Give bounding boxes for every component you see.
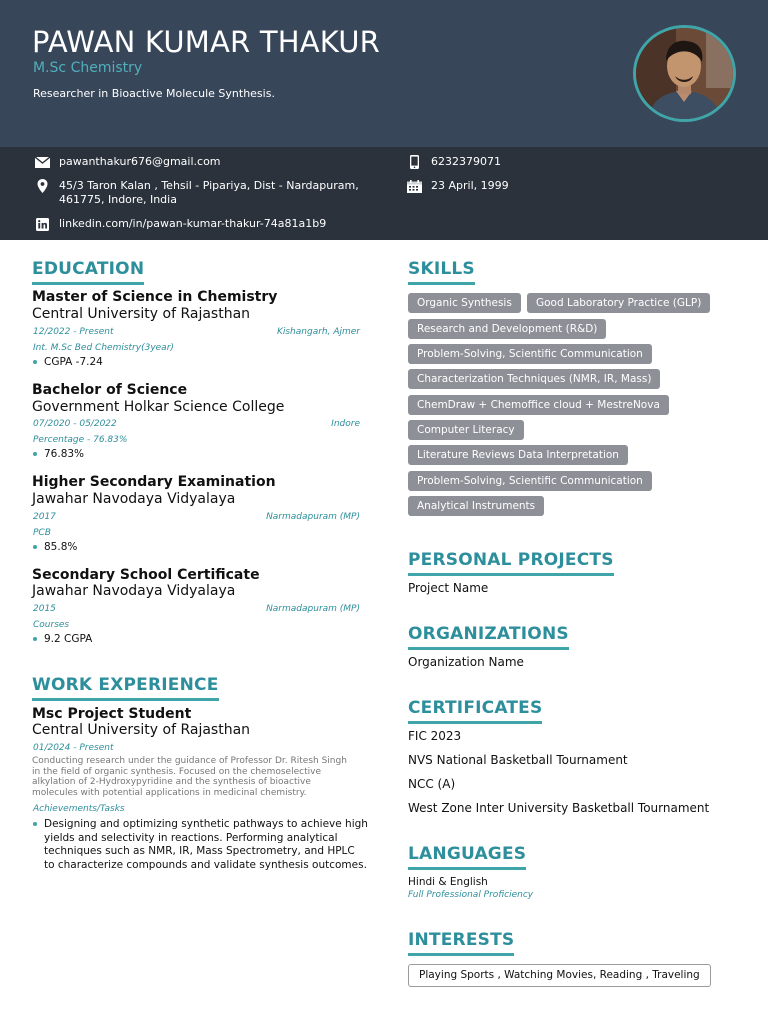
work-dates: 01/2024 - Present <box>33 743 114 753</box>
skill-chip: Organic Synthesis <box>408 293 521 313</box>
certificates-heading: CERTIFICATES <box>408 698 542 724</box>
contact-dob <box>406 179 509 193</box>
work-achievement-bullet <box>33 818 368 872</box>
education-dates: 12/2022 - Present <box>33 327 114 337</box>
education-school: Government Holkar Science College <box>32 399 285 415</box>
education-location: Narmadapuram (MP) <box>266 604 360 614</box>
linkedin-text: linkedin.com/in/pawan-kumar-thakur-74a81a1b9 <box>59 217 327 230</box>
bullet-dot <box>33 452 37 456</box>
work-description <box>32 756 362 798</box>
work-description-line: in the field of organic synthesis. Focused on the chemoselective <box>32 766 321 777</box>
education-dates: 2015 <box>33 604 56 614</box>
language-name: Hindi & English <box>408 876 488 888</box>
education-bullet <box>33 356 103 368</box>
education-location: Narmadapuram (MP) <box>266 512 360 522</box>
personal-projects-heading: PERSONAL PROJECTS <box>408 550 614 576</box>
work-description-line: Conducting research under the guidance of Professor Dr. Ritesh Singh <box>32 756 347 766</box>
candidate-subtitle: M.Sc Chemistry <box>33 60 143 76</box>
location-pin-icon <box>34 179 50 193</box>
achievement-line: to characterize compounds and validate synthesis outcomes. <box>44 858 367 871</box>
candidate-tagline: Researcher in Bioactive Molecule Synthesis. <box>33 87 275 100</box>
education-degree: Bachelor of Science <box>32 382 188 398</box>
education-note: Courses <box>33 620 70 630</box>
project-name: Project Name <box>408 581 489 595</box>
bullet-dot <box>33 360 37 364</box>
calendar-icon <box>406 179 422 193</box>
certificate-item: NVS National Basketball Tournament <box>408 753 628 767</box>
work-description-line: molecules with potential applications in medicinal chemistry. <box>32 787 307 798</box>
education-location: Indore <box>331 419 360 429</box>
work-achievement-text <box>44 818 368 872</box>
education-bullet-text: 85.8% <box>44 541 78 553</box>
skill-chip: Research and Development (R&D) <box>408 319 606 339</box>
achievement-line: yields and selectivity in reactions. Performing analytical <box>44 831 338 844</box>
contact-email[interactable] <box>34 155 221 169</box>
bullet-dot <box>33 545 37 549</box>
envelope-icon <box>34 155 50 169</box>
skill-chip: Analytical Instruments <box>408 496 544 516</box>
work-organization: Central University of Rajasthan <box>32 722 251 738</box>
candidate-name: PAWAN KUMAR THAKUR <box>32 25 380 59</box>
education-degree: Secondary School Certificate <box>32 567 260 583</box>
skill-chip: Problem-Solving, Scientific Communication <box>408 344 652 364</box>
bullet-dot <box>33 637 37 641</box>
education-location: Kishangarh, Ajmer <box>276 327 360 337</box>
address-text <box>59 179 359 207</box>
education-bullet <box>33 448 84 460</box>
achievements-label: Achievements/Tasks <box>33 804 125 814</box>
contact-bar <box>0 147 768 240</box>
education-heading: EDUCATION <box>32 259 144 285</box>
education-bullet-text: 76.83% <box>44 448 85 460</box>
skill-chip: Literature Reviews Data Interpretation <box>408 445 628 465</box>
education-dates: 07/2020 - 05/2022 <box>33 419 117 429</box>
interest-tag: Playing Sports , Watching Movies, Reading , Traveling <box>408 964 711 987</box>
phone-icon <box>406 155 422 169</box>
dob-text: 23 April, 1999 <box>431 179 509 192</box>
interests-heading: INTERESTS <box>408 930 514 956</box>
languages-heading: LANGUAGES <box>408 844 526 870</box>
address-line-1: 45/3 Taron Kalan , Tehsil - Pipariya, Dist - Nardapuram, <box>59 179 359 192</box>
skill-chip: Problem-Solving, Scientific Communication <box>408 471 652 491</box>
address-line-2: 461775, Indore, India <box>59 193 177 206</box>
work-title: Msc Project Student <box>32 706 192 722</box>
resume-header <box>0 0 768 147</box>
education-note: Int. M.Sc Bed Chemistry(3year) <box>33 343 174 353</box>
organization-name: Organization Name <box>408 655 524 669</box>
education-dates: 2017 <box>33 512 56 522</box>
linkedin-icon <box>34 217 50 231</box>
skill-chip: Computer Literacy <box>408 420 524 440</box>
skill-chip: ChemDraw + Chemoffice cloud + MestreNova <box>408 395 669 415</box>
education-degree: Master of Science in Chemistry <box>32 289 278 305</box>
skill-chip: Good Laboratory Practice (GLP) <box>527 293 710 313</box>
contact-linkedin[interactable] <box>34 217 326 231</box>
education-school: Central University of Rajasthan <box>32 306 251 322</box>
education-bullet <box>33 541 77 553</box>
profile-photo-illustration <box>636 28 733 119</box>
language-level: Full Professional Proficiency <box>408 890 534 900</box>
education-school: Jawahar Navodaya Vidyalaya <box>32 491 236 507</box>
education-bullet-text: 9.2 CGPA <box>44 633 93 645</box>
profile-photo <box>633 25 736 122</box>
education-note: Percentage - 76.83% <box>33 435 128 445</box>
certificate-item: West Zone Inter University Basketball Tournament <box>408 801 710 815</box>
achievement-line: techniques such as NMR, IR, Mass Spectrometry, and HPLC <box>44 845 355 858</box>
email-text: pawanthakur676@gmail.com <box>59 155 221 168</box>
education-bullet <box>33 633 92 645</box>
certificate-item: FIC 2023 <box>408 729 462 743</box>
education-degree: Higher Secondary Examination <box>32 474 276 490</box>
certificate-item: NCC (A) <box>408 777 456 791</box>
contact-phone[interactable] <box>406 155 501 169</box>
bullet-dot <box>33 822 37 826</box>
contact-address <box>34 179 359 207</box>
work-description-line: alkylation of 2-Hydroxypyridine and the synthesis of bioactive <box>32 777 311 787</box>
phone-text: 6232379071 <box>431 155 501 168</box>
achievement-line: Designing and optimizing synthetic pathways to achieve high <box>44 818 368 830</box>
organizations-heading: ORGANIZATIONS <box>408 624 569 650</box>
work-experience-heading: WORK EXPERIENCE <box>32 675 219 701</box>
education-note: PCB <box>33 528 51 538</box>
skill-chip: Characterization Techniques (NMR, IR, Mass) <box>408 369 660 389</box>
education-bullet-text: CGPA -7.24 <box>44 356 103 368</box>
education-school: Jawahar Navodaya Vidyalaya <box>32 583 236 599</box>
skills-heading: SKILLS <box>408 259 475 285</box>
